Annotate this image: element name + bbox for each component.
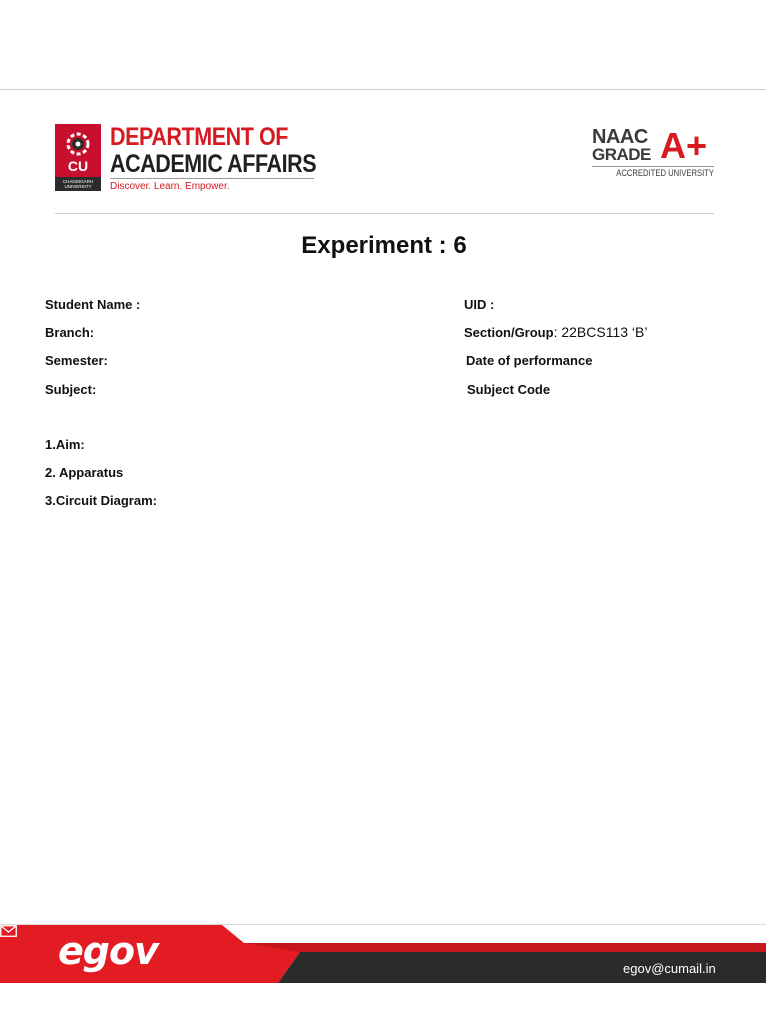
field-date-of-performance: [466, 352, 592, 368]
accredited-text: ACCREDITED UNIVERSITY: [616, 168, 714, 178]
experiment-title: Experiment : 6: [301, 232, 467, 259]
egov-logo: egov: [58, 929, 158, 973]
letterhead: [0, 100, 768, 220]
naac-word: NAAC: [592, 126, 648, 148]
field-label: Student Name :: [45, 297, 141, 312]
field-uid: [464, 296, 494, 312]
section-circuit-diagram: 3.Circuit Diagram:: [45, 493, 157, 508]
field-label: Subject:: [45, 382, 97, 397]
cu-logo-letters: CU: [67, 158, 89, 174]
field-semester: [45, 352, 108, 368]
naac-badge: [592, 125, 717, 180]
field-label: Semester:: [45, 353, 108, 368]
footer-banner: [0, 925, 766, 983]
section-aim: 1.Aim:: [45, 437, 85, 452]
field-value: : 22BCS113 ‘B’: [553, 324, 648, 340]
cu-logo: [55, 124, 101, 191]
department-tagline: Discover. Learn. Empower.: [110, 181, 230, 192]
field-label: Section/Group: [464, 325, 554, 340]
field-label: Subject Code: [467, 382, 551, 397]
department-title-line1: DEPARTMENT OF: [110, 123, 288, 151]
field-subject: [45, 381, 96, 397]
grade-mark: A+: [660, 125, 708, 166]
field-label: Date of performance: [466, 353, 593, 368]
department-divider: [110, 178, 314, 179]
footer-email: egov@cumail.in: [623, 961, 716, 976]
header-rule: [55, 213, 714, 214]
gear-icon: [62, 129, 94, 159]
department-title-line2: ACADEMIC AFFAIRS: [110, 150, 317, 178]
department-title: [110, 124, 316, 178]
cu-logo-subtext: CHANDIGARH UNIVERSITY: [55, 177, 101, 191]
section-apparatus: 2. Apparatus: [45, 465, 124, 480]
naac-divider: [592, 166, 714, 167]
top-rule: [0, 89, 766, 90]
field-label: UID :: [464, 297, 495, 312]
field-branch: [45, 324, 94, 340]
field-student-name: [45, 296, 140, 312]
field-label: Branch:: [45, 325, 95, 340]
field-subject-code: [467, 381, 550, 397]
mail-icon: [0, 925, 17, 937]
grade-word: GRADE: [592, 145, 651, 164]
field-section-group: [464, 324, 647, 340]
